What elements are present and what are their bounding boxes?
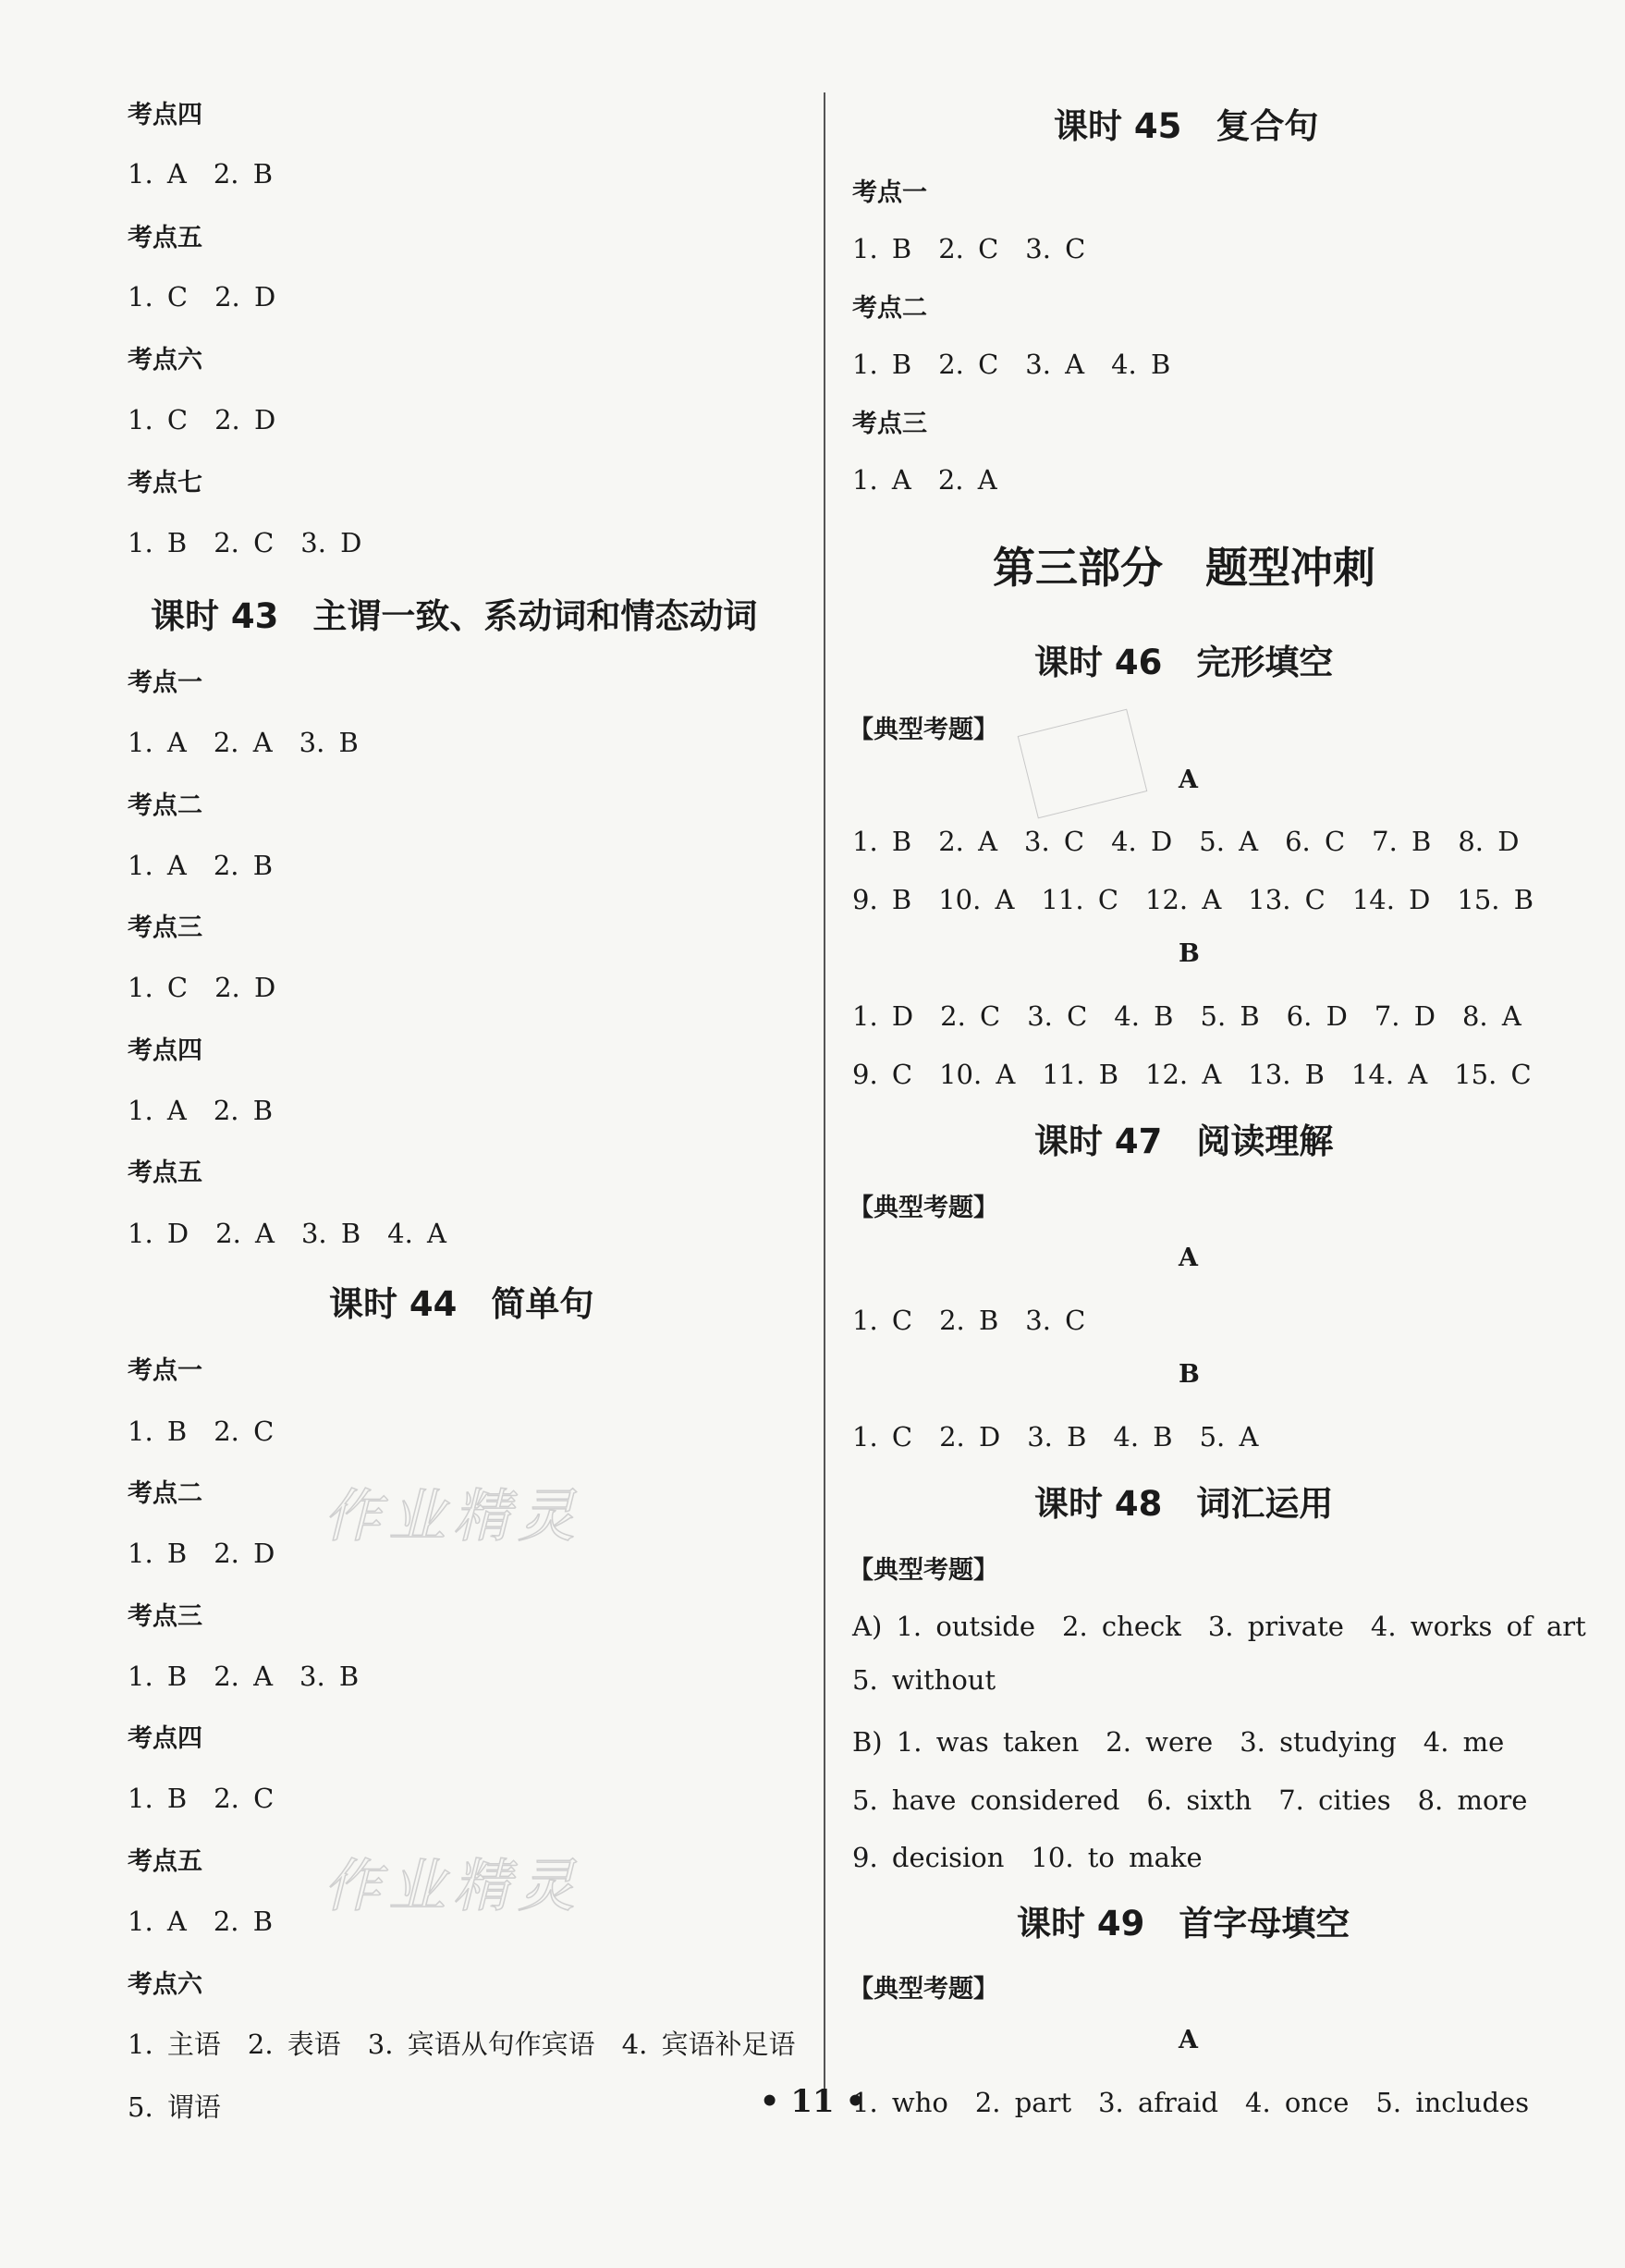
answer-line: 1. A 2. A [852, 464, 997, 496]
answer-line: A) 1. outside 2. check 3. private 4. works of art [852, 1611, 1586, 1642]
section-label: 考点一 [128, 1356, 202, 1385]
lesson-heading: 课时 43 主谓一致、系动词和情态动词 [151, 596, 758, 636]
passage-label: A [1179, 766, 1198, 794]
section-label: 考点六 [128, 1970, 202, 1999]
section-label: 考点三 [852, 410, 927, 438]
watermark: 作业精灵 [324, 1852, 583, 1919]
answer-line: 1. A 2. A 3. B [128, 727, 359, 758]
section-label: 考点四 [128, 1724, 202, 1753]
part-heading: 第三部分 题型冲刺 [993, 543, 1375, 593]
answer-line: 1. B 2. C [128, 1783, 275, 1814]
answer-line: 5. 谓语 [128, 2091, 221, 2123]
answer-line: 1. B 2. C 3. D [128, 527, 362, 558]
section-label: 考点四 [128, 101, 202, 129]
tag-label: 【典型考题】 [849, 716, 998, 744]
section-label: 考点七 [128, 469, 202, 497]
section-label: 考点三 [128, 913, 202, 942]
answer-line: 1. 主语 2. 表语 3. 宾语从句作宾语 4. 宾语补足语 [128, 2029, 796, 2060]
answer-line: 1. B 2. C 3. C [852, 233, 1086, 264]
tag-label: 【典型考题】 [849, 1556, 998, 1585]
passage-label: A [1179, 2026, 1198, 2054]
answer-line: 1. A 2. B [128, 850, 274, 881]
tag-label: 【典型考题】 [849, 1194, 998, 1222]
answer-line: 9. decision 10. to make [852, 1842, 1203, 1873]
section-label: 考点二 [128, 791, 202, 820]
lesson-heading: 课时 47 阅读理解 [1034, 1122, 1334, 1161]
answer-line: B) 1. was taken 2. were 3. studying 4. me [852, 1726, 1505, 1758]
answer-line: 1. who 2. part 3. afraid 4. once 5. includes [852, 2087, 1530, 2118]
answer-line: 1. C 2. D [128, 404, 276, 435]
passage-label: A [1179, 1244, 1198, 1272]
stamp-watermark [1018, 709, 1148, 819]
answer-line: 1. D 2. A 3. B 4. A [128, 1218, 446, 1249]
section-label: 考点五 [128, 1159, 202, 1187]
section-label: 考点六 [128, 346, 202, 374]
watermark: 作业精灵 [324, 1482, 583, 1550]
column-divider [824, 92, 825, 2108]
section-label: 考点一 [128, 668, 202, 697]
lesson-heading: 课时 45 复合句 [1054, 106, 1319, 146]
section-label: 考点二 [128, 1479, 202, 1508]
answer-line: 1. C 2. B 3. C [852, 1305, 1086, 1336]
lesson-heading: 课时 48 词汇运用 [1034, 1484, 1334, 1524]
lesson-heading: 课时 46 完形填空 [1034, 643, 1334, 682]
answer-line: 1. B 2. C [128, 1416, 275, 1447]
lesson-heading: 课时 44 简单句 [329, 1284, 594, 1324]
answer-line: 5. have considered 6. sixth 7. cities 8. more [852, 1784, 1528, 1816]
answer-line: 1. B 2. A 3. C 4. D 5. A 6. C 7. B 8. D [852, 826, 1520, 857]
lesson-heading: 课时 49 首字母填空 [1017, 1904, 1350, 1943]
section-label: 考点三 [128, 1602, 202, 1631]
answer-line: 9. B 10. A 11. C 12. A 13. C 14. D 15. B [852, 884, 1534, 915]
passage-label: B [1179, 1360, 1200, 1389]
section-label: 考点一 [852, 178, 927, 207]
answer-line: 1. B 2. A 3. B [128, 1661, 360, 1692]
section-label: 考点二 [852, 294, 927, 323]
section-label: 考点五 [128, 1847, 202, 1876]
answer-line: 9. C 10. A 11. B 12. A 13. B 14. A 15. C [852, 1059, 1532, 1090]
section-label: 考点四 [128, 1036, 202, 1065]
answer-line: 1. C 2. D [128, 281, 276, 313]
answer-line: 1. C 2. D [128, 972, 276, 1003]
answer-line: 1. D 2. C 3. C 4. B 5. B 6. D 7. D 8. A [852, 1000, 1521, 1032]
answer-line: 1. B 2. D [128, 1538, 275, 1569]
answer-line: 1. A 2. B [128, 1906, 274, 1937]
answer-line: 1. A 2. B [128, 158, 274, 190]
page-number: • 11 • [759, 2083, 866, 2120]
answer-line: 1. C 2. D 3. B 4. B 5. A [852, 1421, 1259, 1453]
tag-label: 【典型考题】 [849, 1975, 998, 2004]
answer-line: 1. A 2. B [128, 1095, 274, 1126]
answer-line: 1. B 2. C 3. A 4. B [852, 349, 1171, 380]
passage-label: B [1179, 939, 1200, 968]
answer-line: 5. without [852, 1664, 996, 1696]
section-label: 考点五 [128, 224, 202, 252]
